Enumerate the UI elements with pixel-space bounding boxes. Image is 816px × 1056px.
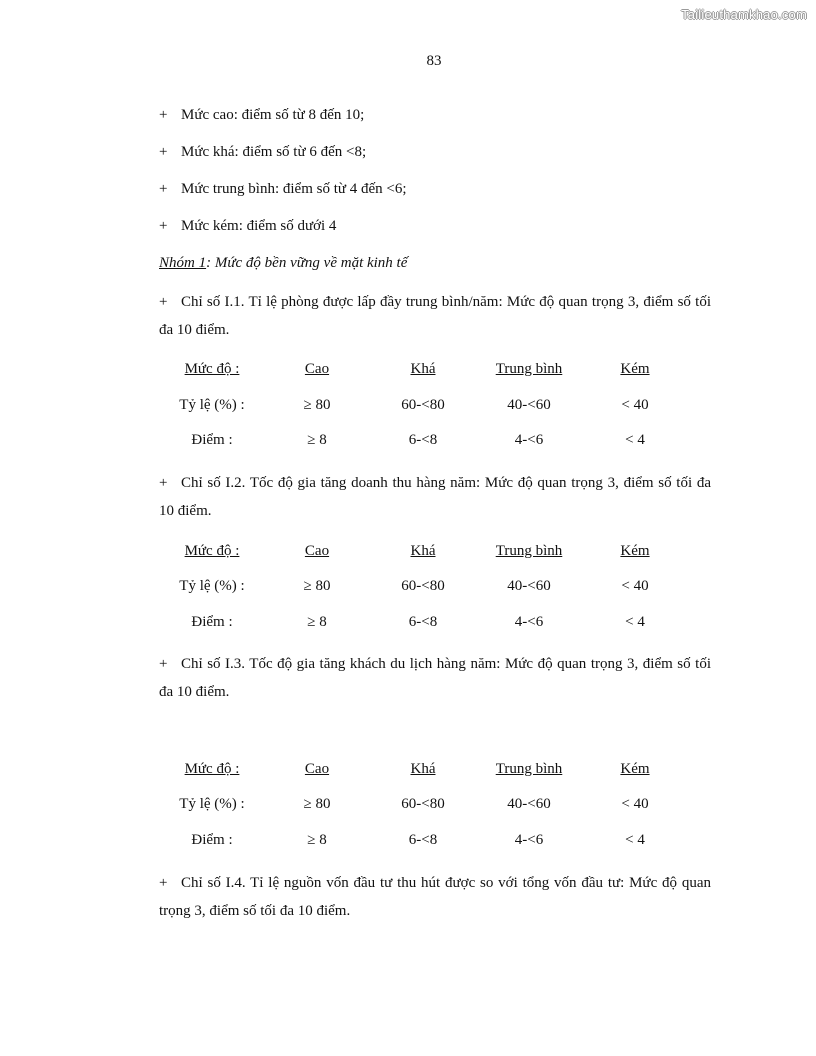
indicator-text: Chỉ số I.3. Tốc độ gia tăng khách du lịch hàng năm: Mức độ quan trọng 3, điểm số tối đa 10 điểm.: [159, 656, 711, 700]
table-cell: Điểm :: [191, 432, 233, 448]
table-header-cell: Trung bình: [495, 361, 563, 377]
table-cell: ≥ 8: [307, 432, 327, 448]
table-cell: ≥ 80: [303, 796, 331, 812]
table-cell: 60-<80: [401, 397, 445, 413]
table-cell: < 40: [621, 578, 649, 594]
table-cell: 60-<80: [401, 578, 445, 594]
bullet-plus: +: [159, 875, 168, 891]
table-cell: < 40: [621, 796, 649, 812]
list-item: [159, 144, 366, 161]
table-header-cell: Mức độ :: [184, 361, 240, 377]
table-cell: Điểm :: [191, 832, 233, 848]
list-item: [159, 107, 364, 124]
group-heading: [159, 255, 407, 272]
table-cell: < 4: [625, 614, 645, 630]
table-cell: 4-<6: [514, 432, 544, 448]
page-number: 83: [426, 53, 442, 69]
level-text: Mức trung bình: điểm số từ 4 đến <6;: [181, 181, 407, 197]
table-cell: 6-<8: [408, 614, 438, 630]
table-header-cell: Kém: [620, 361, 650, 377]
table-cell: 40-<60: [507, 796, 551, 812]
table-header-cell: Trung bình: [495, 761, 563, 777]
table-cell: ≥ 80: [303, 578, 331, 594]
bullet-plus: +: [159, 656, 168, 672]
table-cell: < 40: [621, 397, 649, 413]
table-cell: Điểm :: [191, 614, 233, 630]
bullet-plus: +: [159, 107, 168, 123]
group-heading-text: : Mức độ bền vững về mặt kinh tế: [206, 255, 408, 271]
table-cell: ≥ 80: [303, 397, 331, 413]
table-cell: 6-<8: [408, 432, 438, 448]
table-cell: < 4: [625, 432, 645, 448]
watermark: Tailieuthamkhao.com: [681, 7, 807, 22]
table-cell: 4-<6: [514, 614, 544, 630]
table-header-cell: Mức độ :: [184, 543, 240, 559]
level-text: Mức kém: điểm số dưới 4: [181, 218, 337, 234]
level-text: Mức khá: điểm số từ 6 đến <8;: [181, 144, 367, 160]
table-cell: ≥ 8: [307, 614, 327, 630]
bullet-plus: +: [159, 181, 168, 197]
table-header-cell: Cao: [304, 543, 330, 559]
table-header-cell: Kém: [620, 543, 650, 559]
level-text: Mức cao: điểm số từ 8 đến 10;: [181, 107, 365, 123]
indicator-text: Chỉ số I.1. Tỉ lệ phòng được lấp đầy trung bình/năm: Mức độ quan trọng 3, điểm số tối đa 10 điểm.: [159, 294, 711, 338]
table-cell: ≥ 8: [307, 832, 327, 848]
table-header-cell: Mức độ :: [184, 761, 240, 777]
indicator-paragraph: [159, 288, 711, 344]
bullet-plus: +: [159, 144, 168, 160]
indicator-text: Chỉ số I.2. Tốc độ gia tăng doanh thu hàng năm: Mức độ quan trọng 3, điểm số tối đa 10 điểm.: [159, 475, 711, 519]
table-cell: 6-<8: [408, 832, 438, 848]
table-header-cell: Kém: [620, 761, 650, 777]
table-header-cell: Khá: [410, 543, 436, 559]
table-cell: 40-<60: [507, 578, 551, 594]
indicator-paragraph: [159, 469, 711, 525]
table-header-cell: Cao: [304, 761, 330, 777]
table-cell: Tỷ lệ (%) :: [179, 397, 245, 413]
table-cell: 40-<60: [507, 397, 551, 413]
bullet-plus: +: [159, 294, 168, 310]
list-item: [159, 218, 336, 235]
bullet-plus: +: [159, 475, 168, 491]
table-header-cell: Trung bình: [495, 543, 563, 559]
indicator-paragraph: [159, 869, 711, 925]
indicator-text: Chỉ số I.4. Tỉ lệ nguồn vốn đầu tư thu hút được so với tổng vốn đầu tư: Mức độ quan trọng 3, điểm số tối đa 10 điểm.: [159, 875, 711, 919]
group-heading-label: Nhóm 1: [159, 255, 207, 271]
list-item: [159, 181, 407, 198]
table-header-cell: Khá: [410, 361, 436, 377]
bullet-plus: +: [159, 218, 168, 234]
table-cell: Tỷ lệ (%) :: [179, 796, 245, 812]
table-cell: Tỷ lệ (%) :: [179, 578, 245, 594]
table-cell: 60-<80: [401, 796, 445, 812]
table-header-cell: Khá: [410, 761, 436, 777]
table-cell: 4-<6: [514, 832, 544, 848]
indicator-paragraph: [159, 650, 711, 706]
table-cell: < 4: [625, 832, 645, 848]
table-header-cell: Cao: [304, 361, 330, 377]
